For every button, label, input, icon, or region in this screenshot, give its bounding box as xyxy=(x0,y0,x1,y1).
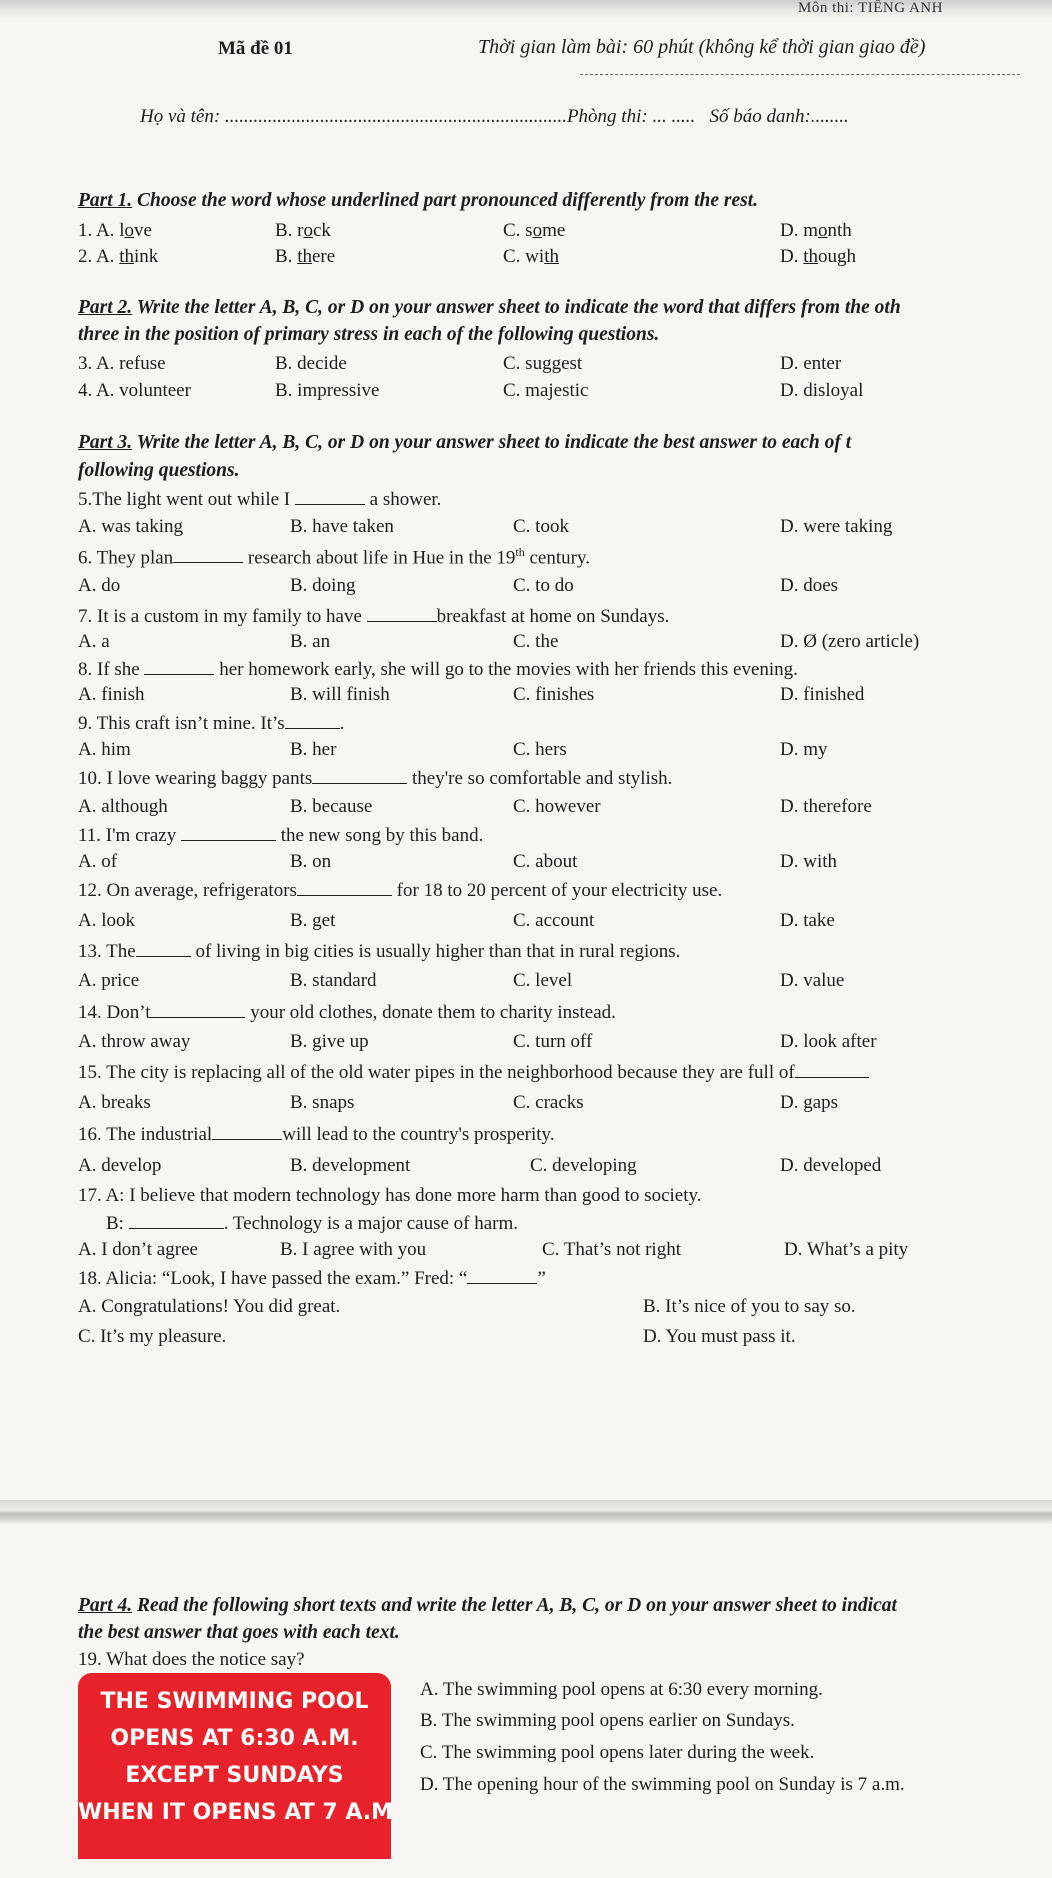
q3-option-b: B. decide xyxy=(275,353,347,374)
q7-option-d: D. Ø (zero article) xyxy=(780,631,920,652)
q12-option-d: D. take xyxy=(780,910,835,931)
room-label: Phòng thi: xyxy=(566,106,648,127)
notice-line-4: WHEN IT OPENS AT 7 A.M xyxy=(78,1800,394,1825)
q6-option-a: A. do xyxy=(78,575,121,596)
q12-option-c: C. account xyxy=(513,910,595,931)
q16-option-a: A. develop xyxy=(78,1155,162,1176)
notice-line-2: OPENS AT 6:30 A.M. xyxy=(110,1726,359,1751)
q14-option-c: C. turn off xyxy=(513,1031,593,1052)
name-dots: ........................................................................ xyxy=(224,106,567,127)
question-5: 5.The light went out while I a shower. xyxy=(78,489,442,510)
q14-option-d: D. look after xyxy=(780,1031,877,1052)
name-label: Họ và tên: xyxy=(140,106,221,127)
q18-option-c: C. It’s my pleasure. xyxy=(78,1326,227,1347)
q2-option-b: B. there xyxy=(275,246,336,267)
part3-title: Part 3. Write the letter A, B, C, or D on your answer sheet to indicate the best answer to each of t xyxy=(78,432,852,453)
q8-option-c: C. finishes xyxy=(513,684,595,705)
q8-option-b: B. will finish xyxy=(290,684,390,705)
q7-option-b: B. an xyxy=(290,631,331,652)
dashed-divider xyxy=(580,74,1020,75)
notice-line-3: EXCEPT SUNDAYS xyxy=(125,1763,344,1788)
q19-option-d: D. The opening hour of the swimming pool on Sunday is 7 a.m. xyxy=(420,1774,905,1795)
part2-title: Part 2. Write the letter A, B, C, or D on your answer sheet to indicate the word that differs from the oth xyxy=(78,297,901,318)
q9-option-b: B. her xyxy=(290,739,337,760)
q10-option-d: D. therefore xyxy=(780,796,872,817)
q19-option-c: C. The swimming pool opens later during the week. xyxy=(420,1742,815,1763)
q5-option-c: C. took xyxy=(513,516,569,537)
part1-instruction: Choose the word whose underlined part pronounced differently from the rest. xyxy=(132,190,759,211)
question-19: 19. What does the notice say? xyxy=(78,1649,305,1670)
candidate-info xyxy=(140,106,849,128)
room-dots: ... ..... xyxy=(652,106,696,127)
q2-option-c: C. with xyxy=(503,246,559,267)
q13-option-b: B. standard xyxy=(290,970,377,991)
q15-option-d: D. gaps xyxy=(780,1092,839,1113)
question-15: 15. The city is replacing all of the old water pipes in the neighborhood because they are full of xyxy=(78,1061,869,1084)
q17-option-d: D. What’s a pity xyxy=(784,1239,909,1260)
q7-option-c: C. the xyxy=(513,631,559,652)
q4-option-a: 4. A. volunteer xyxy=(78,380,191,401)
part1-title xyxy=(78,190,758,212)
q18-option-a: A. Congratulations! You did great. xyxy=(78,1296,341,1317)
q14-option-b: B. give up xyxy=(290,1031,369,1052)
q9-option-d: D. my xyxy=(780,739,828,760)
q4-option-b: B. impressive xyxy=(275,380,380,401)
question-7: 7. It is a custom in my family to have breakfast at home on Sundays. xyxy=(78,606,670,627)
q8-option-a: A. finish xyxy=(78,684,145,705)
q3-option-a: 3. A. refuse xyxy=(78,353,166,374)
q16-option-b: B. development xyxy=(290,1155,411,1176)
q13-option-d: D. value xyxy=(780,970,845,991)
question-1: 1. A. love xyxy=(78,220,152,241)
q18-option-d: D. You must pass it. xyxy=(643,1326,796,1347)
q11-option-d: D. with xyxy=(780,851,837,872)
notice-line-1: THE SWIMMING POOL xyxy=(100,1689,369,1714)
q11-option-a: A. of xyxy=(78,851,118,872)
q10-option-b: B. because xyxy=(290,796,373,817)
sbd-label: Số báo danh: xyxy=(709,106,811,127)
q19-option-a: A. The swimming pool opens at 6:30 every morning. xyxy=(420,1679,823,1700)
page-fold xyxy=(0,1500,1052,1524)
q13-option-c: C. level xyxy=(513,970,573,991)
exam-code: Mã đề 01 xyxy=(218,38,293,59)
q15-option-a: A. breaks xyxy=(78,1092,151,1113)
q18-option-b: B. It’s nice of you to say so. xyxy=(643,1296,856,1317)
q16-option-c: C. developing xyxy=(530,1155,637,1176)
q14-option-a: A. throw away xyxy=(78,1031,191,1052)
swimming-pool-notice xyxy=(78,1673,394,1859)
q17-option-b: B. I agree with you xyxy=(280,1239,427,1260)
question-11: 11. I'm crazy the new song by this band. xyxy=(78,825,484,846)
q17-option-a: A. I don’t agree xyxy=(78,1239,198,1260)
question-17: 17. A: I believe that modern technology has done more harm than good to society. xyxy=(78,1185,702,1206)
q6-option-c: C. to do xyxy=(513,575,574,596)
q9-option-c: C. hers xyxy=(513,739,567,760)
q3-option-c: C. suggest xyxy=(503,353,583,374)
question-10: 10. I love wearing baggy pants they're so comfortable and stylish. xyxy=(78,768,673,789)
q17-option-c: C. That’s not right xyxy=(542,1239,681,1260)
q12-option-b: B. get xyxy=(290,910,336,931)
q2-option-d: D. though xyxy=(780,246,857,267)
part1-label: Part 1. xyxy=(78,190,133,211)
part4-title: Part 4. Read the following short texts and write the letter A, B, C, or D on your answer sheet to indicat xyxy=(78,1595,897,1616)
q10-option-c: C. however xyxy=(513,796,601,817)
question-12: 12. On average, refrigerators for 18 to 20 percent of your electricity use. xyxy=(78,880,723,901)
question-14: 14. Don’t your old clothes, donate them to charity instead. xyxy=(78,1002,616,1023)
question-18: 18. Alicia: “Look, I have passed the exam.” Fred: “ ” xyxy=(78,1268,546,1289)
question-6: 6. They plan research about life in Hue in the 19th century. xyxy=(78,545,590,569)
q12-option-a: A. look xyxy=(78,910,135,931)
question-16: 16. The industrial will lead to the country's prosperity. xyxy=(78,1124,555,1145)
question-2: 2. A. think xyxy=(78,246,159,267)
part4-title-line2: the best answer that goes with each text. xyxy=(78,1622,400,1643)
q5-option-b: B. have taken xyxy=(290,516,394,537)
subject-strip: Môn thi: TIẾNG ANH xyxy=(798,0,943,16)
q4-option-d: D. disloyal xyxy=(780,380,864,401)
exam-time: Thời gian làm bài: 60 phút (không kể thời gian giao đề) xyxy=(478,36,926,58)
part2-title-line2: three in the position of primary stress in each of the following questions. xyxy=(78,324,660,345)
q5-option-d: D. were taking xyxy=(780,516,893,537)
q3-option-d: D. enter xyxy=(780,353,842,374)
part3-title-line2: following questions. xyxy=(78,460,240,481)
q16-option-d: D. developed xyxy=(780,1155,882,1176)
q11-option-c: C. about xyxy=(513,851,578,872)
q10-option-a: A. although xyxy=(78,796,168,817)
q15-option-b: B. snaps xyxy=(290,1092,355,1113)
q1-option-c: C. some xyxy=(503,220,566,241)
q9-option-a: A. him xyxy=(78,739,131,760)
q15-option-c: C. cracks xyxy=(513,1092,584,1113)
question-8: 8. If she her homework early, she will go to the movies with her friends this evening. xyxy=(78,659,798,680)
q13-option-a: A. price xyxy=(78,970,140,991)
question-13: 13. The of living in big cities is usually higher than that in rural regions. xyxy=(78,941,681,962)
q4-option-c: C. majestic xyxy=(503,380,589,401)
question-9: 9. This craft isn’t mine. It’s . xyxy=(78,713,345,734)
q7-option-a: A. a xyxy=(78,631,110,652)
sbd-dots: ........ xyxy=(810,106,849,127)
q8-option-d: D. finished xyxy=(780,684,865,705)
q1-option-d: D. month xyxy=(780,220,852,241)
q5-option-a: A. was taking xyxy=(78,516,184,537)
q6-option-b: B. doing xyxy=(290,575,356,596)
q11-option-b: B. on xyxy=(290,851,332,872)
q1-option-b: B. rock xyxy=(275,220,331,241)
question-17-b: B: . Technology is a major cause of harm. xyxy=(106,1213,519,1234)
q19-option-b: B. The swimming pool opens earlier on Sundays. xyxy=(420,1710,795,1731)
q6-option-d: D. does xyxy=(780,575,839,596)
